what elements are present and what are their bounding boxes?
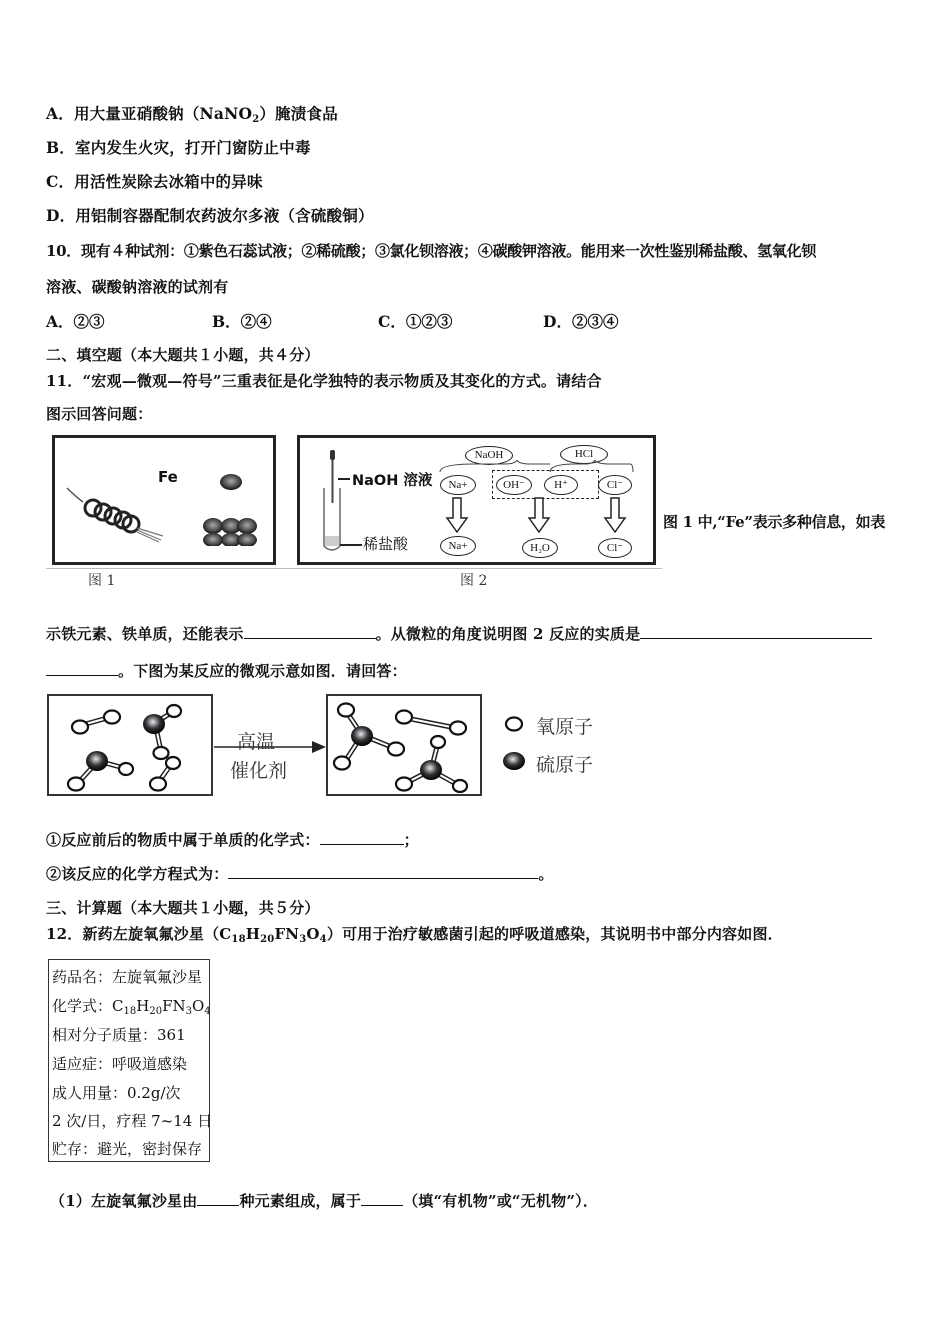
q11-sub1 bbox=[46, 829, 419, 850]
label-formula-key: 化学式： bbox=[52, 997, 113, 1015]
test-tube-dropper-icon bbox=[318, 448, 358, 558]
fe-symbol: Fe bbox=[158, 468, 178, 486]
q12-sub1-text: （1）左旋氧氟沙星由 bbox=[50, 1192, 198, 1210]
sulfur-atom bbox=[143, 714, 165, 734]
q10-option-d: D．②③④ bbox=[543, 312, 619, 331]
q11-text: 示铁元素、铁单质，还能表示 bbox=[46, 625, 244, 643]
q11-text: 。从微粒的角度说明图 2 反应的实质是 bbox=[375, 625, 641, 643]
option-text: 用活性炭除去冰箱中的异味 bbox=[74, 172, 263, 191]
q9-option-d bbox=[46, 204, 374, 226]
q10-option-a: A．②③ bbox=[46, 312, 105, 331]
q12-text: 12．新药左旋氧氟沙星（C bbox=[46, 925, 232, 943]
answer-blank-organic-type[interactable] bbox=[361, 1191, 403, 1206]
label-storage: 贮存：避光，密封保存 bbox=[52, 1140, 203, 1158]
option-letter: A． bbox=[46, 104, 74, 123]
subscript: 20 bbox=[149, 1006, 163, 1017]
option-letter: D． bbox=[46, 206, 76, 225]
ion-cl-bottom: Cl⁻ bbox=[598, 538, 632, 558]
q10-stem-line2: 溶液、碳酸钠溶液的试剂有 bbox=[46, 278, 229, 296]
q9-option-b bbox=[46, 136, 311, 158]
q12-sub1-text: （填“有机物”或“无机物”）． bbox=[403, 1192, 599, 1210]
pointer-line bbox=[338, 478, 350, 480]
iron-atoms-icon bbox=[193, 466, 263, 546]
label-formula: 化学式：$C_{18}H_{20}FN_3O_4$ bbox=[52, 997, 211, 1017]
micro-reaction-diagram bbox=[46, 693, 626, 799]
naoh-solution-label: NaOH 溶液 bbox=[352, 473, 433, 489]
ion-h: H⁺ bbox=[544, 475, 578, 495]
option-text: 用大量亚硝酸钠（NaNO bbox=[73, 104, 253, 123]
answer-blank-equation[interactable] bbox=[228, 864, 538, 879]
ion-na-top: Na+ bbox=[440, 475, 476, 495]
naoh-ellipse: NaOH bbox=[465, 446, 513, 465]
water-molecule: H₂O bbox=[522, 538, 558, 558]
hcl-ellipse: HCl bbox=[560, 445, 608, 464]
q11-sub1-text: ①反应前后的物质中属于单质的化学式： bbox=[46, 831, 320, 849]
answer-blank-reaction-essence-cont[interactable] bbox=[46, 661, 118, 676]
option-text: 室内发生火灾，打开门窗防止中毒 bbox=[75, 138, 311, 157]
q11-stem-line4 bbox=[46, 660, 407, 681]
label-molar-mass: 相对分子质量：361 bbox=[52, 1026, 186, 1044]
label-indication: 适应症：呼吸道感染 bbox=[52, 1055, 188, 1073]
dilute-hcl-label: 稀盐酸 bbox=[363, 535, 409, 553]
iron-coil-icon bbox=[63, 478, 173, 548]
subscript: 20 bbox=[260, 934, 275, 945]
subscript: 18 bbox=[123, 1006, 137, 1017]
ion-cl-top: Cl⁻ bbox=[598, 475, 632, 495]
answer-blank-reaction-essence[interactable] bbox=[640, 624, 872, 639]
ion-oh: OH⁻ bbox=[496, 475, 532, 495]
option-text: 用铝制容器配制农药波尔多液（含硫酸铜） bbox=[75, 206, 374, 225]
q11-stem-line2: 图示回答问题： bbox=[46, 405, 153, 423]
subscript: 3 bbox=[185, 1006, 192, 1017]
answer-blank-element-count[interactable] bbox=[197, 1191, 239, 1206]
q12-text: ）可用于治疗敏感菌引起的呼吸道感染，其说明书中部分内容如图． bbox=[326, 925, 783, 943]
condition-catalyst: 催化剂 bbox=[230, 760, 288, 782]
pointer-line bbox=[340, 544, 362, 546]
q11-stem-line3 bbox=[46, 623, 872, 644]
drug-label-card bbox=[48, 959, 213, 1162]
q10-stem-line1: 10．现有４种试剂：①紫色石蕊试液；②稀硫酸；③氯化钡溶液；④碳酸钾溶液。能用来一次性鉴别稀盐酸、氢氧化钡 bbox=[46, 242, 816, 260]
q11-sub2-text: ②该反应的化学方程式为： bbox=[46, 865, 229, 883]
figure-2-caption: 图 2 bbox=[460, 573, 488, 589]
reaction-arrows bbox=[445, 496, 645, 536]
option-letter: C． bbox=[46, 172, 75, 191]
legend-oxygen-atom: 氧原子 bbox=[536, 716, 594, 738]
subscript: 4 bbox=[204, 1006, 211, 1017]
subscript: 3 bbox=[299, 934, 307, 945]
q12-sub1-text: 种元素组成，属于 bbox=[239, 1192, 362, 1210]
condition-high-temp: 高温 bbox=[237, 731, 276, 753]
figure-1-caption: 图 1 bbox=[88, 573, 116, 589]
section-heading-calculation: 三、计算题（本大题共１小题，共５分） bbox=[46, 899, 320, 917]
option-text: ）腌渍食品 bbox=[259, 104, 338, 123]
answer-blank-fe-meaning[interactable] bbox=[244, 624, 376, 639]
punct: 。 bbox=[538, 865, 554, 883]
q11-text: 。下图为某反应的微观示意如图．请回答： bbox=[118, 662, 407, 680]
section-heading-fill-in: 二、填空题（本大题共１小题，共４分） bbox=[46, 346, 320, 364]
option-letter: B． bbox=[46, 138, 76, 157]
figure-2-neutralization bbox=[297, 435, 656, 565]
answer-blank-element-formula[interactable] bbox=[320, 830, 404, 845]
q11-side-text: 图 1 中,“Fe”表示多种信息，如表 bbox=[663, 513, 886, 531]
punct: ； bbox=[403, 831, 419, 849]
figure-1-iron bbox=[52, 435, 276, 565]
q10-option-c: C．①②③ bbox=[378, 312, 453, 331]
q9-option-a bbox=[46, 102, 338, 125]
legend-sulfur-atom: 硫原子 bbox=[536, 754, 594, 776]
subscript: 18 bbox=[231, 934, 246, 945]
q10-option-b: B．②④ bbox=[212, 312, 272, 331]
label-frequency: 2 次/日，疗程 7~14 日 bbox=[52, 1112, 213, 1130]
figure-divider bbox=[46, 568, 662, 569]
q12-stem: 12．新药左旋氧氟沙星$(C_{18}H_{20}FN_3O_4)$可用于治疗敏感菌引起的呼吸道感染，其说明书中部分内容如图． bbox=[46, 925, 783, 945]
label-drug-name: 药品名：左旋氧氟沙星 bbox=[52, 968, 203, 986]
q11-sub2 bbox=[46, 863, 554, 884]
q12-sub1 bbox=[50, 1190, 598, 1211]
subscript: 4 bbox=[319, 934, 327, 945]
ion-na-bottom: Na+ bbox=[440, 536, 476, 556]
q11-stem-line1: 11．“宏观—微观—符号”三重表征是化学独特的表示物质及其变化的方式。请结合 bbox=[46, 372, 602, 390]
subscript: 2 bbox=[252, 114, 260, 125]
label-adult-dose: 成人用量：0.2g/次 bbox=[52, 1084, 181, 1102]
q9-option-c bbox=[46, 170, 263, 192]
